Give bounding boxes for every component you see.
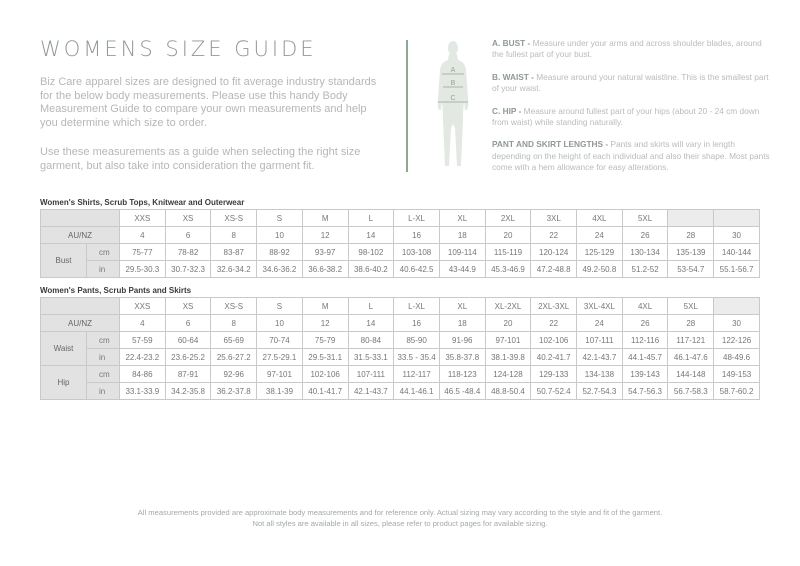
size-label-cell: 5XL [622, 210, 668, 227]
au-nz-cell: 30 [714, 315, 760, 332]
measurement-cell: 44.1-46.1 [394, 383, 440, 400]
measurement-cell: 103-108 [394, 244, 440, 261]
measurement-cell: 91-96 [439, 332, 485, 349]
measurement-cell: 54.7-56.3 [622, 383, 668, 400]
definition-hip [492, 106, 772, 129]
footer-line: Not all styles are available in all sizes, please refer to product pages for available sizing. [252, 519, 548, 528]
definition-waist [492, 72, 772, 95]
measurement-cell: 117-121 [668, 332, 714, 349]
definition-text: Measure around your natural waistline. This is the smallest part of your waist. [492, 71, 769, 94]
definition-term: C. HIP - [492, 105, 522, 116]
size-label-cell: XXS [120, 210, 166, 227]
unit-label: cm [87, 332, 120, 349]
au-nz-cell: 8 [211, 227, 257, 244]
measurement-cell: 83-87 [211, 244, 257, 261]
table-title-pants: Women's Pants, Scrub Pants and Skirts [40, 286, 192, 295]
unit-label: in [87, 261, 120, 278]
measurement-cell: 40.2-41.7 [531, 349, 577, 366]
size-label-cell: M [302, 298, 348, 315]
au-nz-cell: 4 [120, 227, 166, 244]
measurement-cell: 93-97 [302, 244, 348, 261]
au-nz-cell: 18 [439, 227, 485, 244]
au-nz-row [41, 315, 760, 332]
size-label-cell: 5XL [668, 298, 714, 315]
measurement-cell: 36.6-38.2 [302, 261, 348, 278]
size-label-cell: XS [165, 298, 211, 315]
measurement-cell: 144-148 [668, 366, 714, 383]
definition-term: PANT AND SKIRT LENGTHS - [492, 139, 609, 150]
page-title: WOMENS SIZE GUIDE [40, 37, 317, 61]
measurement-cell: 50.7-52.4 [531, 383, 577, 400]
size-table-pants [40, 297, 760, 400]
measurement-cell: 112-116 [622, 332, 668, 349]
measurement-row [41, 366, 760, 383]
size-label-cell: L [348, 298, 394, 315]
definition-lengths [492, 139, 772, 173]
measurement-cell: 65-69 [211, 332, 257, 349]
measurement-cell: 38.6-40.2 [348, 261, 394, 278]
measurement-cell: 31.5-33.1 [348, 349, 394, 366]
measurement-cell: 55.1-56.7 [714, 261, 760, 278]
size-header-row [41, 210, 760, 227]
measurement-cell: 46.1-47.6 [668, 349, 714, 366]
footer-disclaimer [0, 507, 800, 529]
measurement-cell: 33.1-33.9 [120, 383, 166, 400]
measurement-row [41, 349, 760, 366]
size-label-cell: 3XL-4XL [577, 298, 623, 315]
au-nz-cell: 12 [302, 227, 348, 244]
measurement-cell: 34.6-36.2 [257, 261, 303, 278]
measurement-label: Hip [41, 366, 87, 400]
unit-label: cm [87, 244, 120, 261]
measurement-cell: 129-133 [531, 366, 577, 383]
size-label-cell: 2XL-3XL [531, 298, 577, 315]
measurement-cell: 23.6-25.2 [165, 349, 211, 366]
measurement-cell: 51.2-52 [622, 261, 668, 278]
size-label-cell: 4XL [577, 210, 623, 227]
measurement-cell: 22.4-23.2 [120, 349, 166, 366]
measurement-cell: 84-86 [120, 366, 166, 383]
measurement-cell: 97-101 [257, 366, 303, 383]
size-label-cell: L-XL [394, 298, 440, 315]
size-label-cell: S [257, 210, 303, 227]
measurement-label: Bust [41, 244, 87, 278]
measurement-cell: 46.5 -48.4 [439, 383, 485, 400]
measurement-cell: 70-74 [257, 332, 303, 349]
measurement-row [41, 261, 760, 278]
definition-term: B. WAIST - [492, 71, 534, 82]
measurement-cell: 85-90 [394, 332, 440, 349]
table-title-tops: Women's Shirts, Scrub Tops, Knitwear and Outerwear [40, 198, 245, 207]
measurement-row [41, 383, 760, 400]
measurement-cell: 102-106 [531, 332, 577, 349]
measurement-label: Waist [41, 332, 87, 366]
measurement-cell: 40.6-42.5 [394, 261, 440, 278]
measurement-cell: 34.2-35.8 [165, 383, 211, 400]
au-nz-cell: 14 [348, 315, 394, 332]
size-label-cell: 4XL [622, 298, 668, 315]
figure-label-a: A [450, 67, 456, 74]
measurement-cell: 122-126 [714, 332, 760, 349]
measurement-cell: 107-111 [348, 366, 394, 383]
au-nz-row [41, 227, 760, 244]
size-label-cell: S [257, 298, 303, 315]
size-label-cell: XL [439, 210, 485, 227]
measurement-cell: 75-77 [120, 244, 166, 261]
au-nz-label: AU/NZ [41, 315, 120, 332]
measurement-cell: 60-64 [165, 332, 211, 349]
size-label-cell: XXS [120, 298, 166, 315]
measurement-cell: 35.8-37.8 [439, 349, 485, 366]
measurement-cell: 33.5 - 35.4 [394, 349, 440, 366]
au-nz-cell: 22 [531, 227, 577, 244]
measurement-cell: 30.7-32.3 [165, 261, 211, 278]
au-nz-cell: 26 [622, 315, 668, 332]
measurement-cell: 45.3-46.9 [485, 261, 531, 278]
size-label-cell: XL-2XL [485, 298, 531, 315]
unit-label: cm [87, 366, 120, 383]
au-nz-cell: 22 [531, 315, 577, 332]
au-nz-cell: 6 [165, 315, 211, 332]
size-header-row [41, 298, 760, 315]
size-label-cell: 2XL [485, 210, 531, 227]
measurement-cell: 139-143 [622, 366, 668, 383]
measurement-definitions [492, 38, 772, 185]
measurement-cell: 29.5-30.3 [120, 261, 166, 278]
measurement-cell: 48-49.6 [714, 349, 760, 366]
au-nz-cell: 24 [577, 315, 623, 332]
definition-text: Pants and skirts will vary in length depending on the height of each individual and also their shape. Most pants come with a hem allowance for easy alterations. [492, 139, 770, 173]
figure-label-b: B [450, 80, 456, 87]
definition-text: Measure around fullest part of your hips (about 20 - 24 cm down from waist) while standing naturally. [492, 105, 760, 128]
au-nz-cell: 4 [120, 315, 166, 332]
au-nz-cell: 26 [622, 227, 668, 244]
body-silhouette-figure [430, 40, 476, 170]
measurement-cell: 32.6-34.2 [211, 261, 257, 278]
corner-cell [41, 298, 120, 315]
measurement-cell: 88-92 [257, 244, 303, 261]
measurement-cell: 36.2-37.8 [211, 383, 257, 400]
definition-term: A. BUST - [492, 38, 531, 48]
size-label-cell: 3XL [531, 210, 577, 227]
au-nz-cell: 16 [394, 227, 440, 244]
measurement-cell: 56.7-58.3 [668, 383, 714, 400]
measurement-cell: 25.6-27.2 [211, 349, 257, 366]
measurement-cell: 109-114 [439, 244, 485, 261]
size-label-cell: L-XL [394, 210, 440, 227]
measurement-cell: 98-102 [348, 244, 394, 261]
measurement-cell: 38.1-39 [257, 383, 303, 400]
intro-paragraph: Use these measurements as a guide when selecting the right size garment, but also take into consideration the garment fit. [40, 146, 361, 172]
au-nz-cell: 28 [668, 227, 714, 244]
au-nz-cell: 28 [668, 315, 714, 332]
measurement-cell: 140-144 [714, 244, 760, 261]
measurement-cell: 48.8-50.4 [485, 383, 531, 400]
measurement-cell: 44.1-45.7 [622, 349, 668, 366]
au-nz-cell: 20 [485, 315, 531, 332]
unit-label: in [87, 383, 120, 400]
unit-label: in [87, 349, 120, 366]
measurement-cell: 135-139 [668, 244, 714, 261]
au-nz-cell: 24 [577, 227, 623, 244]
intro-text [40, 76, 380, 190]
body-silhouette-icon [430, 40, 476, 170]
size-label-cell: L [348, 210, 394, 227]
measurement-cell: 38.1-39.8 [485, 349, 531, 366]
measurement-cell: 27.5-29.1 [257, 349, 303, 366]
au-nz-label: AU/NZ [41, 227, 120, 244]
au-nz-cell: 6 [165, 227, 211, 244]
size-label-cell: XS-S [211, 298, 257, 315]
definition-bust [492, 38, 772, 61]
figure-label-c: C [450, 95, 456, 102]
measurement-cell: 107-111 [577, 332, 623, 349]
corner-cell [41, 210, 120, 227]
measurement-cell: 87-91 [165, 366, 211, 383]
au-nz-cell: 14 [348, 227, 394, 244]
size-label-cell: XL [439, 298, 485, 315]
size-label-cell: M [302, 210, 348, 227]
measurement-cell: 92-96 [211, 366, 257, 383]
measurement-cell: 52.7-54.3 [577, 383, 623, 400]
size-label-cell: XS [165, 210, 211, 227]
measurement-cell: 118-123 [439, 366, 485, 383]
au-nz-cell: 10 [257, 227, 303, 244]
au-nz-cell: 16 [394, 315, 440, 332]
au-nz-cell: 10 [257, 315, 303, 332]
measurement-cell: 124-128 [485, 366, 531, 383]
intro-paragraph: Biz Care apparel sizes are designed to fit average industry standards for the below body measurements. Please use this handy Body Measurement Guide to compare your own measurements and help you determine which size to order. [40, 76, 377, 129]
measurement-cell: 149-153 [714, 366, 760, 383]
measurement-row [41, 332, 760, 349]
measurement-cell: 47.2-48.8 [531, 261, 577, 278]
size-label-cell: XS-S [211, 210, 257, 227]
footer-line: All measurements provided are approximate body measurements and for reference only. Actual sizing may vary according to the style and fit of the garment. [137, 508, 663, 517]
au-nz-cell: 8 [211, 315, 257, 332]
size-table-tops [40, 209, 760, 278]
au-nz-cell: 20 [485, 227, 531, 244]
measurement-cell: 49.2-50.8 [577, 261, 623, 278]
measurement-cell: 134-138 [577, 366, 623, 383]
size-label-cell [714, 210, 760, 227]
measurement-cell: 29.5-31.1 [302, 349, 348, 366]
vertical-divider [406, 40, 408, 172]
au-nz-cell: 18 [439, 315, 485, 332]
measurement-cell: 112-117 [394, 366, 440, 383]
size-label-cell [714, 298, 760, 315]
au-nz-cell: 12 [302, 315, 348, 332]
measurement-cell: 57-59 [120, 332, 166, 349]
au-nz-cell: 30 [714, 227, 760, 244]
definition-text: Measure under your arms and across shoulder blades, around the fullest part of your bust. [492, 38, 762, 60]
measurement-cell: 58.7-60.2 [714, 383, 760, 400]
measurement-cell: 102-106 [302, 366, 348, 383]
measurement-cell: 120-124 [531, 244, 577, 261]
measurement-cell: 75-79 [302, 332, 348, 349]
measurement-cell: 97-101 [485, 332, 531, 349]
measurement-cell: 115-119 [485, 244, 531, 261]
measurement-cell: 53-54.7 [668, 261, 714, 278]
measurement-row [41, 244, 760, 261]
measurement-cell: 130-134 [622, 244, 668, 261]
measurement-cell: 42.1-43.7 [348, 383, 394, 400]
measurement-cell: 80-84 [348, 332, 394, 349]
measurement-cell: 42.1-43.7 [577, 349, 623, 366]
measurement-cell: 78-82 [165, 244, 211, 261]
measurement-cell: 125-129 [577, 244, 623, 261]
size-label-cell [668, 210, 714, 227]
measurement-cell: 43-44.9 [439, 261, 485, 278]
measurement-cell: 40.1-41.7 [302, 383, 348, 400]
